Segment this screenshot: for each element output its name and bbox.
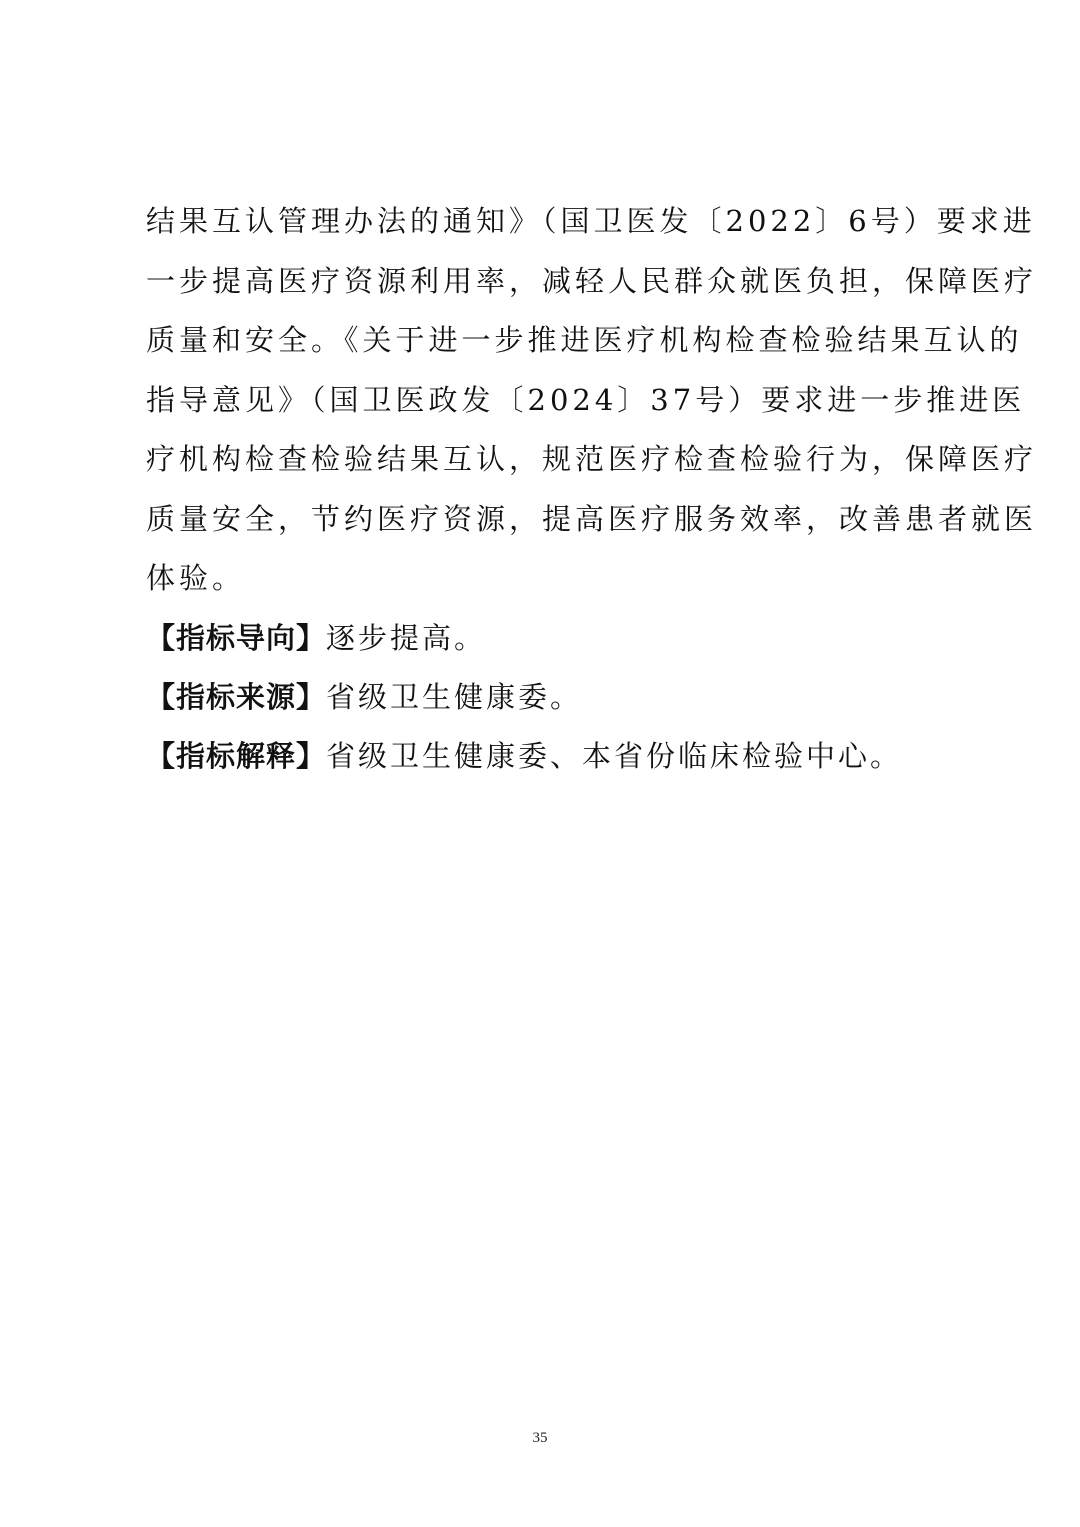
paragraph-line: 结果互认管理办法的通知》（国卫医发〔2022〕6号）要求进	[146, 204, 1036, 238]
paragraph-line: 疗机构检查检验结果互认，规范医疗检查检验行为，保障医疗	[146, 442, 1038, 476]
indicator-source	[146, 668, 936, 727]
indicator-label: 【指标来源】	[146, 679, 327, 714]
indicator-value: 逐步提高。	[326, 620, 487, 655]
indicator-explanation	[146, 727, 936, 786]
paragraph-line: 质量和安全。《关于进一步推进医疗机构检查检验结果互认的	[146, 323, 1023, 357]
indicator-direction	[146, 609, 936, 668]
indicator-value: 省级卫生健康委、本省份临床检验中心。	[326, 738, 903, 773]
page-number: 35	[532, 1430, 548, 1446]
paragraph-line: 质量安全，节约医疗资源，提高医疗服务效率，改善患者就医	[146, 501, 1038, 536]
indicator-label: 【指标导向】	[146, 620, 327, 655]
indicator-value: 省级卫生健康委。	[326, 679, 583, 714]
indicator-label: 【指标解释】	[146, 738, 327, 773]
body-text	[146, 192, 1038, 786]
paragraph-line: 指导意见》（国卫医政发〔2024〕37号）要求进一步推进医	[146, 382, 1026, 417]
paragraph-line: 体验。	[146, 561, 246, 595]
paragraph-line: 一步提高医疗资源利用率，减轻人民群众就医负担，保障医疗	[146, 263, 1038, 298]
